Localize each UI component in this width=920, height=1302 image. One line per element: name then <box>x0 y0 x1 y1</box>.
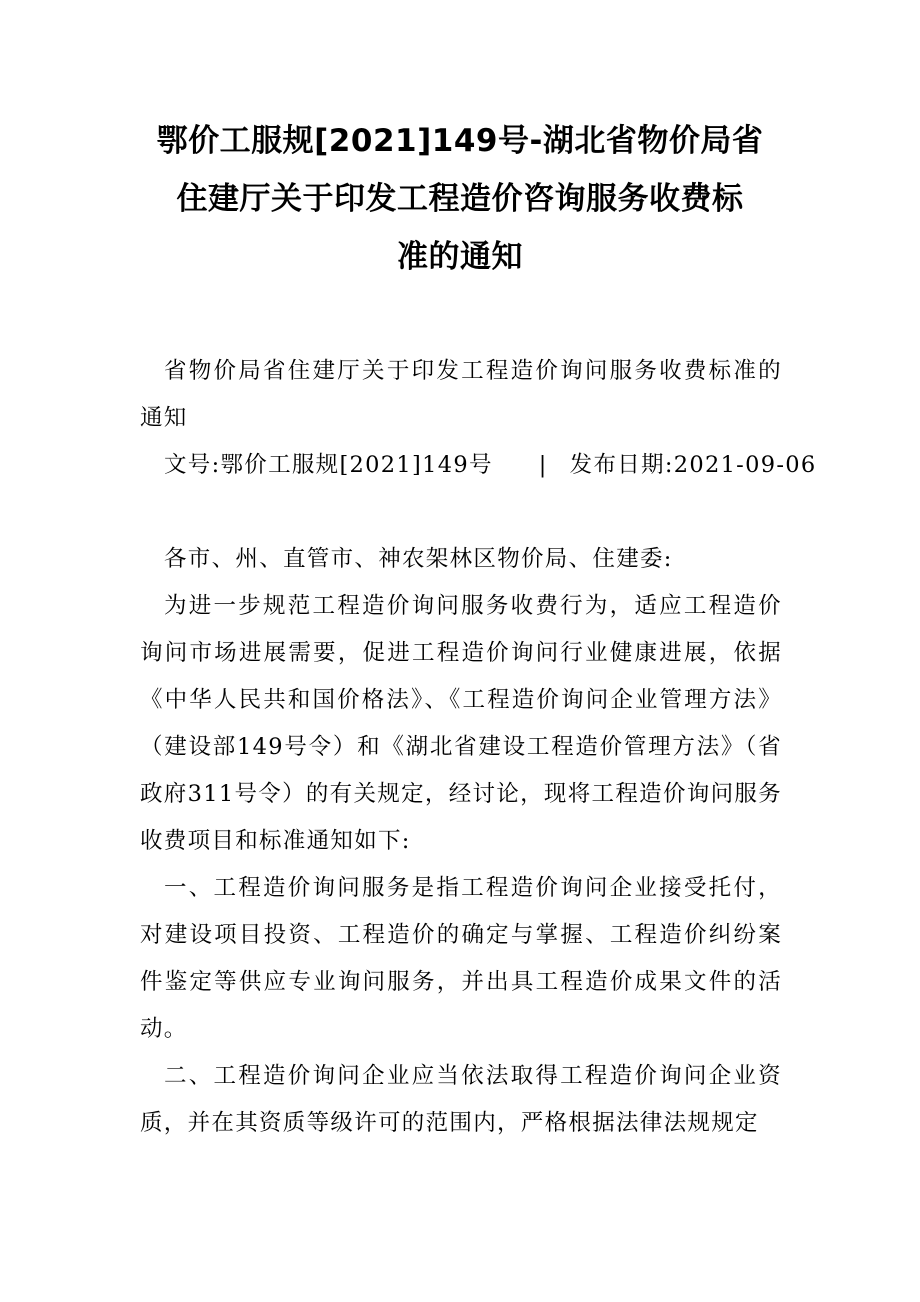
paragraph-3: 二、工程造价询问企业应当依法取得工程造价询问企业资质，并在其资质等级许可的范围内，严格根据法律法规规定 <box>140 1063 782 1136</box>
document-title <box>140 112 780 286</box>
document-body <box>140 348 817 1147</box>
paragraph-1: 为进一步规范工程造价询问服务收费行为，适应工程造价询问市场进展需要，促进工程造价询问行业健康进展，依据《中华人民共和国价格法》、《工程造价询问企业管理方法》（建设部149号令）和《湖北省建设工程造价管理方法》（省政府311号令）的有关规定，经讨论，现将工程造价询问服务收费项目和标准通知如下: <box>140 593 782 854</box>
document-subtitle: 省物价局省住建厅关于印发工程造价询问服务收费标准的通知 <box>140 358 782 431</box>
title-line-3: 准的通知 <box>397 239 523 275</box>
blank-line <box>140 489 782 536</box>
doc-number: 文号:鄂价工服规[2021]149号 <box>164 452 493 478</box>
title-line-1: 鄂价工服规[2021]149号-湖北省物价局省 <box>156 123 764 159</box>
publish-date: 发布日期:2021-09-06 <box>569 452 817 478</box>
title-line-2: 住建厅关于印发工程造价咨询服务收费标 <box>176 181 744 217</box>
document-meta <box>140 442 817 489</box>
meta-separator: | <box>538 452 548 478</box>
paragraph-2: 一、工程造价询问服务是指工程造价询问企业接受托付，对建设项目投资、工程造价的确定与掌握、工程造价纠纷案件鉴定等供应专业询问服务，并出具工程造价成果文件的活动。 <box>140 875 782 1042</box>
addressee: 各市、州、直管市、神农架林区物价局、住建委: <box>164 546 673 572</box>
